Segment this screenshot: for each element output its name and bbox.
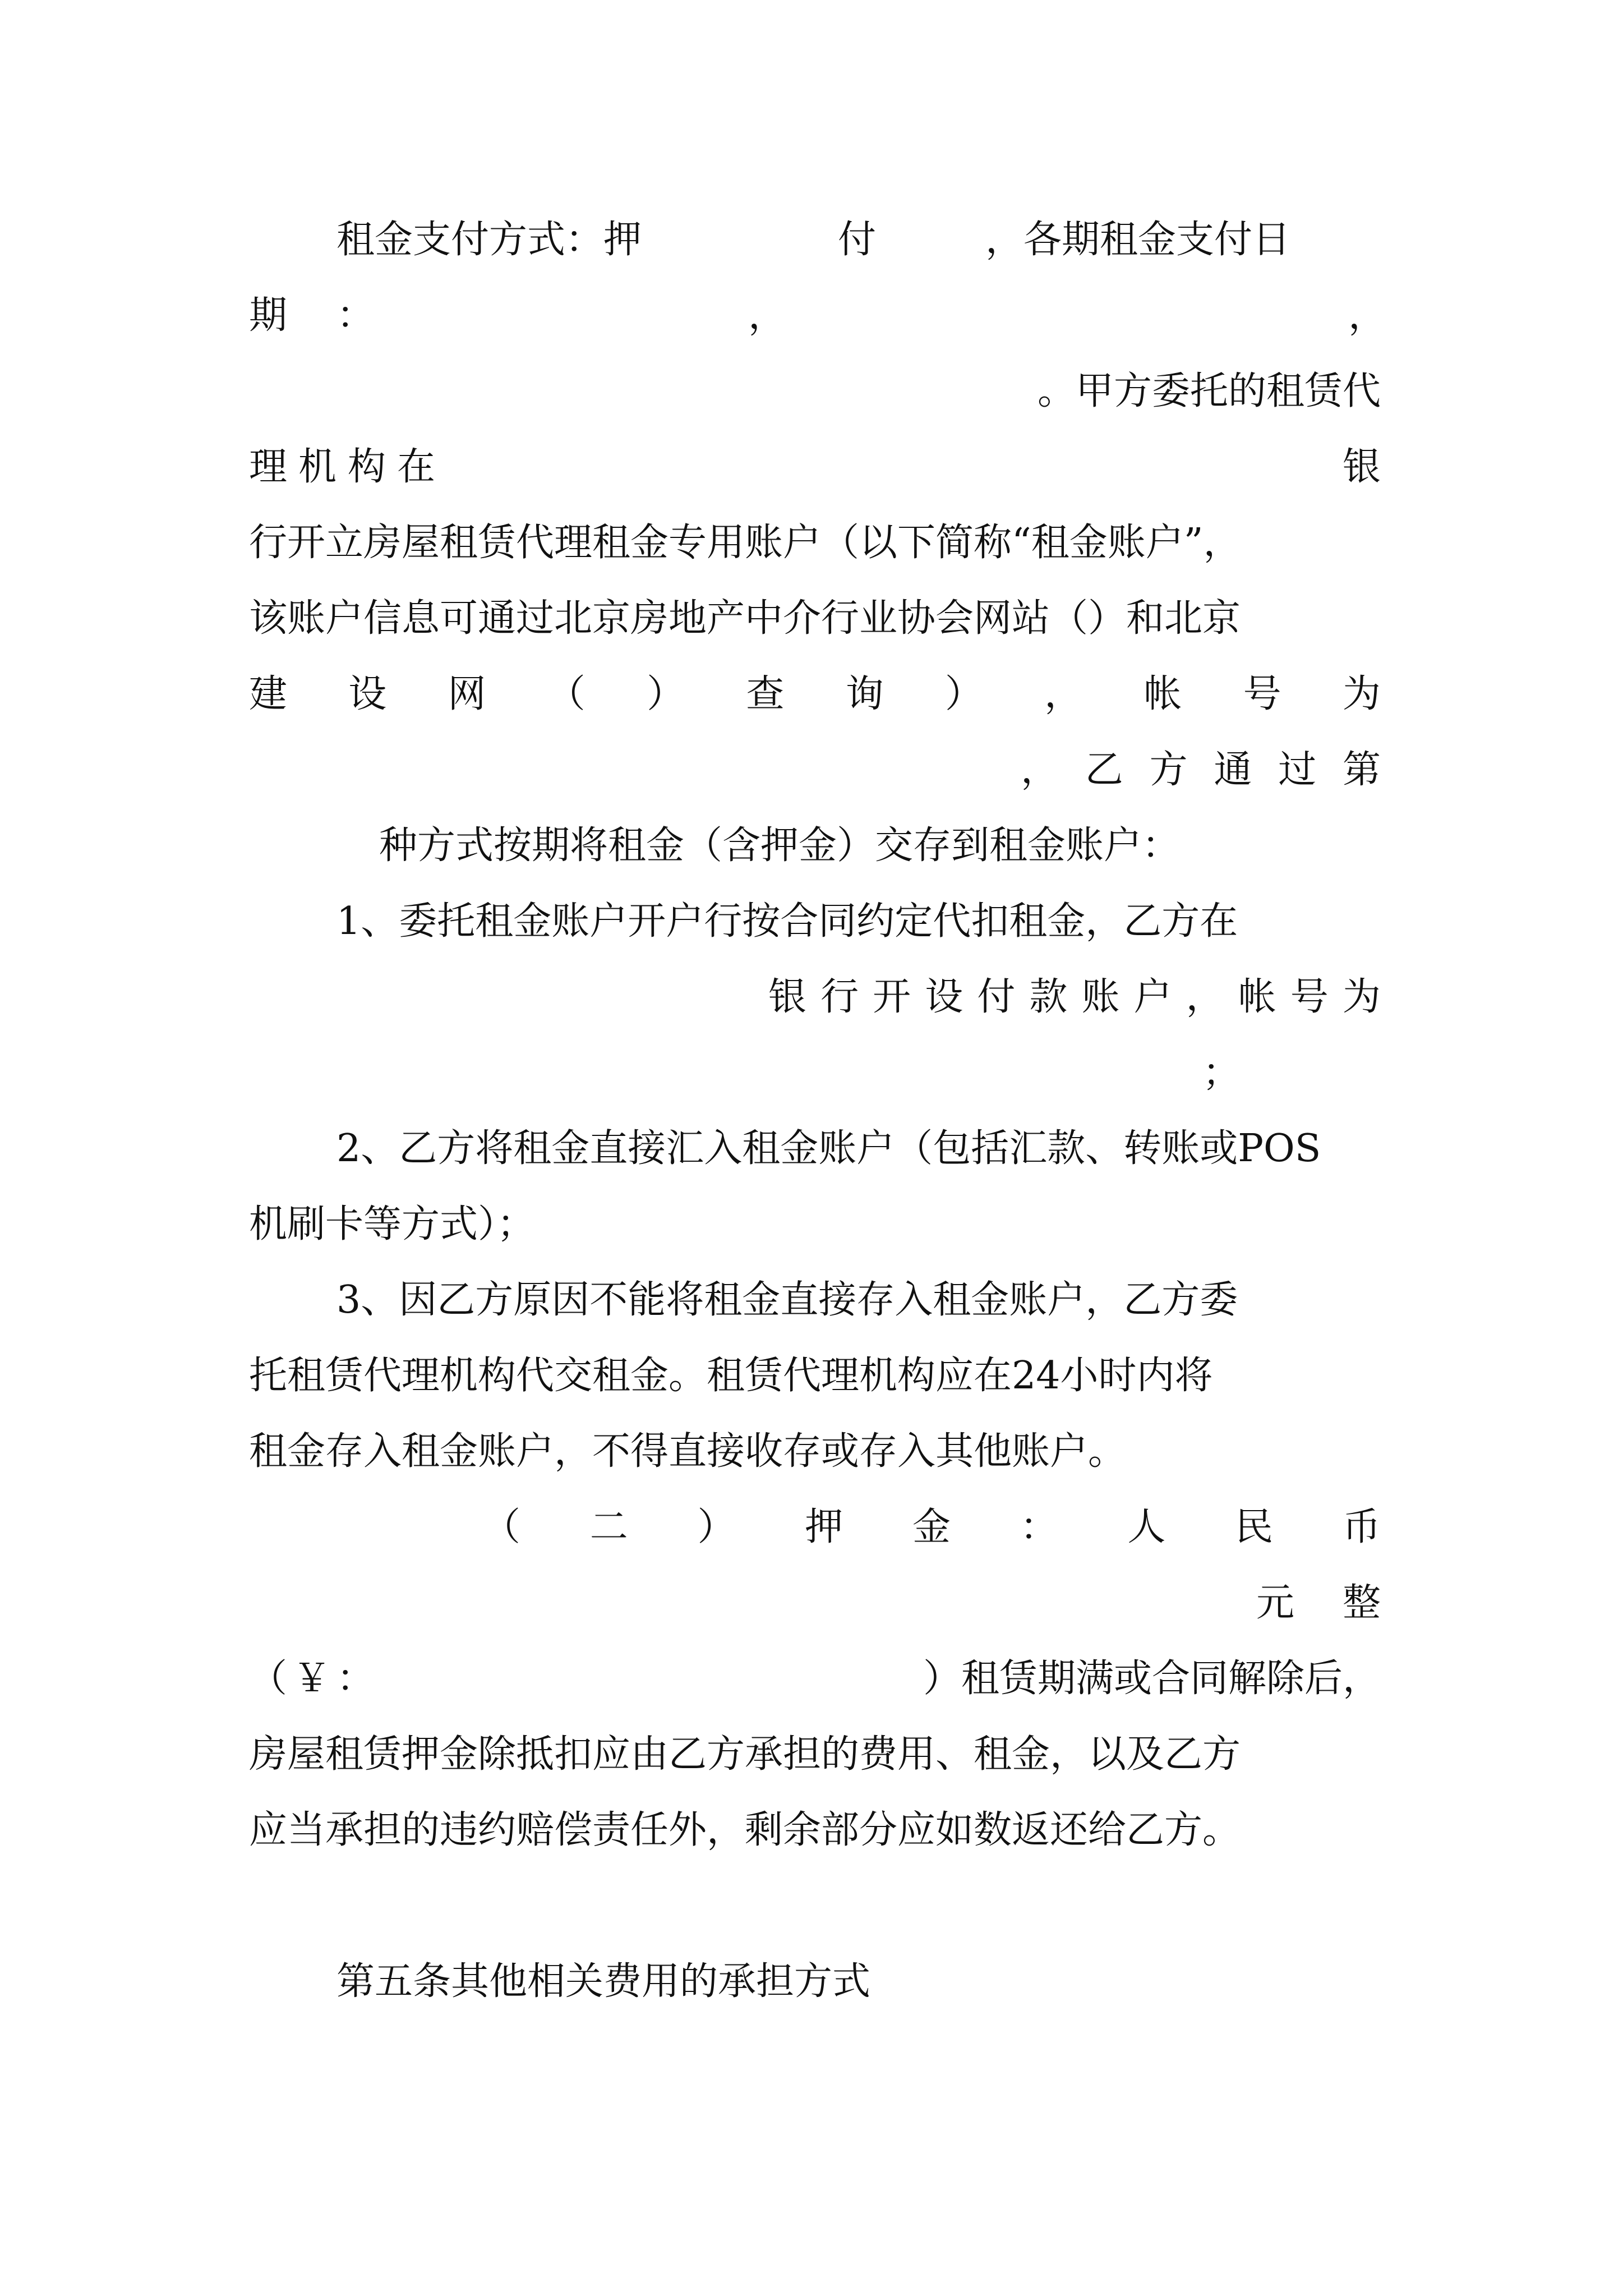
c8-1: 乙 [1085,748,1123,792]
c8-0: ， [1021,748,1059,792]
c18-3: 押 [805,1505,843,1549]
c7-6: 询 [845,672,884,716]
line-option-3: 3、因乙方原因不能将租金直接存入租金账户，乙方委 [336,1278,1238,1322]
line-option-2-cont: 机刷卡等方式）； [249,1202,536,1246]
line-semicolon [249,1048,1381,1098]
period-comma-1: ， [748,293,787,338]
line-account-open: 行开立房屋租赁代理租金专用账户（以下简称“租金账户”， [249,521,1242,565]
c18-1: 二 [589,1505,628,1549]
line-payment-account [768,972,1381,1023]
c7-10: 号 [1243,672,1281,716]
c7-2: 网 [448,672,486,716]
rent-payment-label: 租金支付方式：押 [336,218,642,262]
c7-8: ， [1044,672,1083,716]
line-deposit-return: 应当承担的违约赔偿责任外，剩余部分应如数返还给乙方。 [249,1808,1241,1852]
c11-5: 款 [1029,975,1068,1019]
c8-2: 方 [1149,748,1188,792]
line-yuan-zheng [1256,1578,1381,1628]
line-agency-bank [249,442,1381,493]
c18-2: ） [697,1505,736,1549]
c7-7: ） [944,672,983,716]
c18-6: 人 [1127,1505,1166,1549]
line-option-3-cont: 托租赁代理机构代交租金。租赁代理机构应在24小时内将 [249,1354,1213,1398]
period-comma-2: ， [1348,293,1387,338]
c8-3: 通 [1214,748,1252,792]
c18-0: （ [482,1505,521,1549]
c11-6: 账 [1081,975,1120,1019]
line-deposit-deduction: 房屋租赁押金除抵扣应由乙方承担的费用、租金，以及乙方 [249,1732,1241,1777]
c11-2: 开 [873,975,911,1019]
c7-9: 帐 [1144,672,1182,716]
yen-label: （￥： [249,1657,381,1701]
line-yen-amount [249,1654,1381,1704]
period-char: 期 [249,293,288,338]
c11-7: 户 [1133,975,1172,1019]
c18-7: 民 [1235,1505,1274,1549]
c7-5: 查 [746,672,785,716]
line-option-1: 1、委托租金账户开户行按合同约定代扣租金，乙方在 [336,899,1238,944]
c11-1: 行 [820,975,859,1019]
c7-4: ） [647,672,685,716]
c11-11: 为 [1342,975,1381,1019]
line-deposit-heading [482,1502,1381,1553]
payment-date-label: ，各期租金支付日 [985,218,1291,262]
c7-0: 建 [249,672,288,716]
line-agency-entrusted: 。甲方委托的租赁代 [1037,369,1381,413]
c11-9: 帐 [1238,975,1276,1019]
line-construction-site [249,669,1381,720]
agency-label: 理机构在 [249,445,447,489]
semicolon-char: ； [1202,1051,1241,1095]
period-colon: ： [336,293,375,338]
c8-4: 过 [1278,748,1317,792]
line-rent-payment [249,215,1381,265]
bank-char: 银 [1342,445,1381,489]
c18-4: 金 [912,1505,951,1549]
c11-10: 号 [1290,975,1329,1019]
line-period [249,291,1387,341]
pay-char: 付 [838,218,877,262]
c7-3: （ [547,672,585,716]
line-account-info: 该账户信息可通过北京房地产中介行业协会网站（）和北京 [249,596,1241,641]
c11-4: 付 [977,975,1016,1019]
c19-1: 整 [1342,1581,1381,1625]
c7-11: 为 [1342,672,1381,716]
c11-3: 设 [925,975,963,1019]
line-deposit-method: 种方式按期将租金（含押金）交存到租金账户： [379,823,1181,868]
c11-8: ， [1186,975,1224,1019]
c8-5: 第 [1342,748,1381,792]
c18-8: 币 [1342,1505,1381,1549]
c18-5: ： [1020,1505,1058,1549]
c19-0: 元 [1256,1581,1295,1625]
c11-0: 银 [768,975,807,1019]
article-five-heading: 第五条其他相关费用的承担方式 [336,1959,871,2004]
line-party-b-via [1021,745,1381,795]
lease-end-text: ）租赁期满或合同解除后， [923,1657,1381,1701]
c7-1: 设 [348,672,387,716]
line-option-3-end: 租金存入租金账户，不得直接收存或存入其他账户。 [249,1429,1127,1474]
line-option-2: 2、乙方将租金直接汇入租金账户（包括汇款、转账或POS [336,1126,1321,1171]
